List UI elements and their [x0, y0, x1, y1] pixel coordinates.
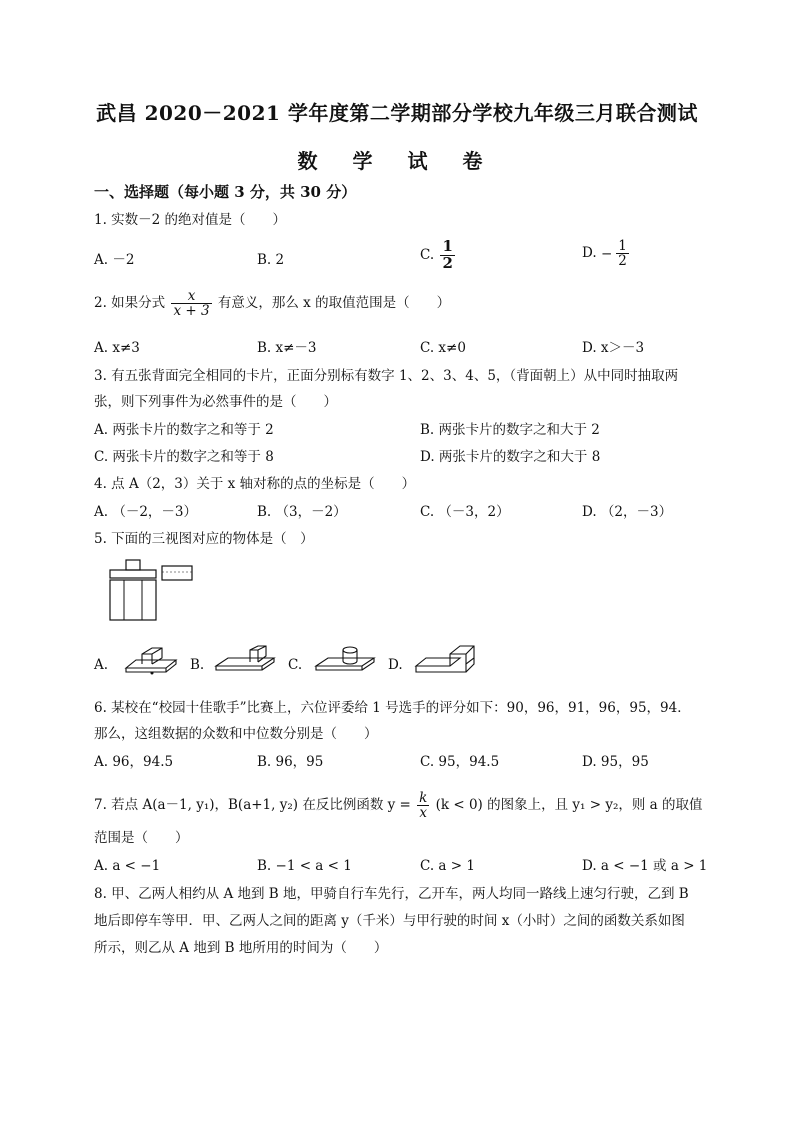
q7-stem-part1: 7. 若点 A(a－1, y₁)，B(a+1, y₂) 在反比例函数 y = [94, 797, 411, 814]
q1-option-c [420, 239, 457, 272]
q1-option-c-fraction: $\frac{1}{2}$ [442, 237, 453, 272]
q1-option-d-fraction: $\frac{1}{2}$ [618, 238, 627, 270]
q6-option-a: A. 96，94.5 [94, 754, 174, 770]
q7-option-b: B. −1 < a < 1 [257, 858, 352, 874]
q1-option-a: A. －2 [94, 252, 135, 268]
q5-option-c-label: C. [288, 657, 303, 673]
q3-stem-line2: 张，则下列事件为必然事件的是（ ） [94, 394, 337, 410]
q4-stem: 4. 点 A（2，3）关于 x 轴对称的点的坐标是（ ） [94, 476, 416, 492]
q5-option-b-figure [212, 644, 278, 676]
q6-stem-line1: 6. 某校在“校园十佳歌手”比赛上，六位评委给 1 号选手的评分如下：90，96，91，96，95，94． [94, 700, 691, 716]
q1-option-c-label: C. [420, 246, 435, 263]
q2-stem-before: 2. 如果分式 [94, 295, 166, 312]
exam-subtitle: 数 学 试 卷 [297, 149, 497, 173]
q2-fraction: $\frac{x}{x + 3}$ [173, 288, 210, 320]
q6-option-d: D. 95，95 [582, 754, 649, 770]
q4-option-d: D. （2，－3） [582, 504, 673, 520]
q4-option-b: B. （3，－2） [257, 504, 347, 520]
q2-stem [94, 289, 450, 318]
front-view-top [110, 570, 156, 578]
q5-option-a-figure [122, 646, 182, 678]
q7-option-d: D. a < −1 或 a > 1 [582, 858, 708, 874]
q7-option-a: A. a < −1 [94, 858, 161, 874]
q3-stem-line1: 3. 有五张背面完全相同的卡片，正面分别标有数字 1、2、3、4、5，（背面朝上）从中同时抽取两 [94, 368, 679, 384]
q3-option-d: D. 两张卡片的数字之和大于 8 [420, 449, 601, 465]
q7-fraction: $\frac{k}{x}$ [419, 790, 428, 822]
q4-option-a: A. （－2，－3） [94, 504, 198, 520]
q4-option-c: C. （－3，2） [420, 504, 510, 520]
q7-stem-part2: (k < 0) 的图象上，且 y₁ > y₂，则 a 的取值 [435, 797, 703, 814]
q5-option-d-figure [412, 642, 478, 678]
q8-stem-line1: 8. 甲、乙两人相约从 A 地到 B 地，甲骑自行车先行，乙开车，两人均同一路线上速匀行驶，乙到 B [94, 886, 689, 902]
exam-title: 武昌 2020－2021 学年度第二学期部分学校九年级三月联合测试 [96, 101, 698, 125]
q3-option-c: C. 两张卡片的数字之和等于 8 [94, 449, 274, 465]
q6-option-c: C. 95，94.5 [420, 754, 500, 770]
q1-stem: 1. 实数－2 的绝对值是（ ） [94, 212, 287, 228]
q5-stem: 5. 下面的三视图对应的物体是（ ） [94, 531, 314, 547]
q1-option-d-label: D. [582, 245, 597, 262]
q6-stem-line2: 那么，这组数据的众数和中位数分别是（ ） [94, 726, 378, 742]
three-view-drawing [100, 558, 210, 628]
q7-stem-line2: 范围是（ ） [94, 830, 189, 846]
q5-option-b-label: B. [190, 657, 205, 673]
q1-option-d: D. − $\frac{1}{2}$ [582, 238, 627, 270]
section-heading: 一、选择题（每小题 3 分，共 30 分） [94, 183, 357, 201]
q8-stem-line2: 地后即停车等甲．甲、乙两人之间的距离 y（千米）与甲行驶的时间 x（小时）之间的函数关系如图 [94, 913, 685, 929]
q2-option-b: B. x≠－3 [257, 340, 317, 356]
side-view [162, 566, 192, 580]
q8-stem-line3: 所示，则乙从 A 地到 B 地所用的时间为（ ） [94, 940, 388, 956]
q6-option-b: B. 96，95 [257, 754, 324, 770]
q3-option-a: A. 两张卡片的数字之和等于 2 [94, 422, 274, 438]
front-view-block [126, 560, 140, 570]
q2-stem-after: 有意义，那么 x 的取值范围是（ ） [217, 295, 451, 312]
q3-option-b: B. 两张卡片的数字之和大于 2 [420, 422, 600, 438]
q5-option-d-label: D. [388, 657, 403, 673]
q5-option-a-label: A. [94, 657, 109, 673]
q2-option-c: C. x≠0 [420, 340, 466, 356]
q2-option-d: D. x＞－3 [582, 340, 645, 356]
top-view [110, 580, 156, 620]
q1-option-b: B. 2 [257, 252, 285, 268]
q7-option-c: C. a > 1 [420, 858, 475, 874]
q7-stem [94, 791, 703, 820]
q2-option-a: A. x≠3 [94, 340, 140, 356]
q5-option-c-figure [312, 644, 378, 676]
